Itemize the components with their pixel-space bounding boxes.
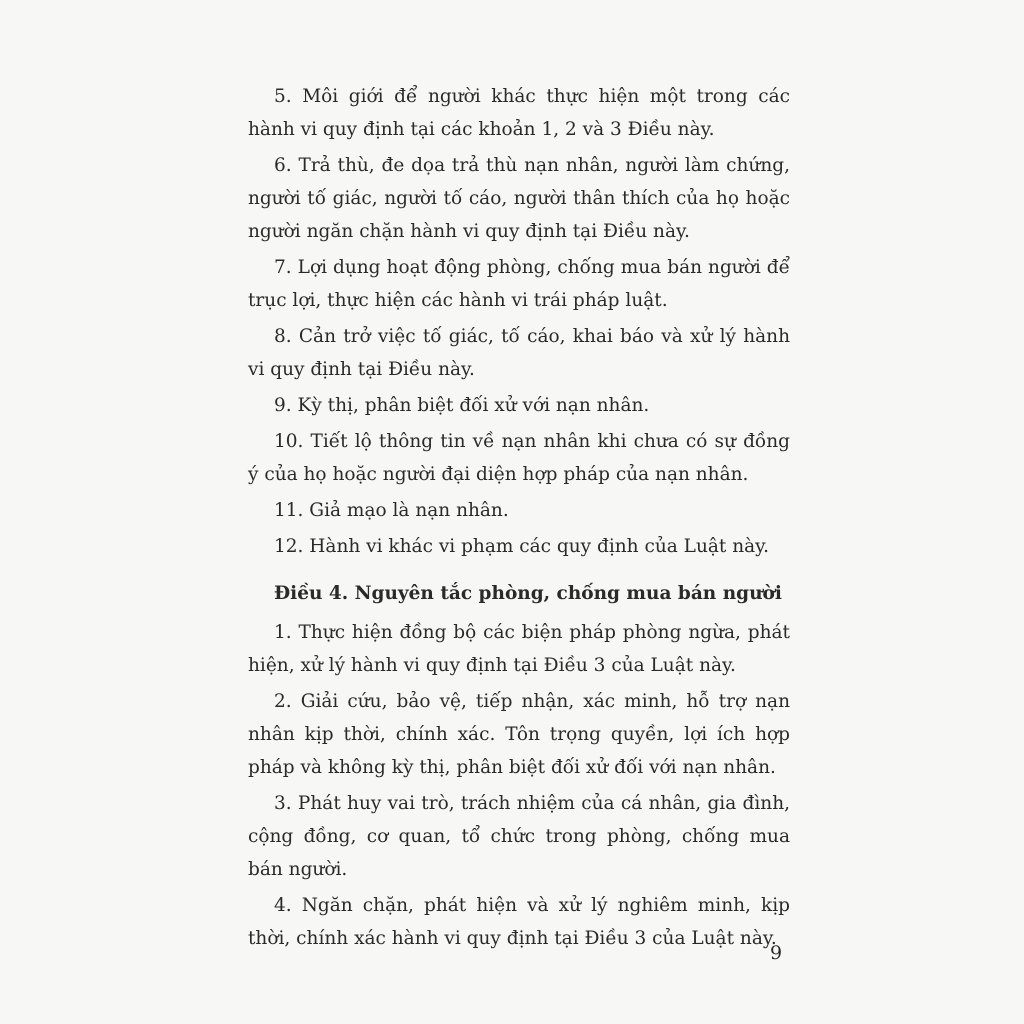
paragraph: 1. Thực hiện đồng bộ các biện pháp phòng ngừa, phát hiện, xử lý hành vi quy định tại Điều 3 của Luật này. (248, 622, 790, 676)
paragraph: 6. Trả thù, đe dọa trả thù nạn nhân, người làm chứng, người tố giác, người tố cáo, người thân thích của họ hoặc người ngăn chặn hành vi quy định tại Điều này. (248, 155, 790, 242)
page-text (248, 80, 790, 958)
article-heading: Điều 4. Nguyên tắc phòng, chống mua bán người (274, 583, 782, 604)
paragraph: 7. Lợi dụng hoạt động phòng, chống mua bán người để trục lợi, thực hiện các hành vi trái pháp luật. (248, 257, 790, 311)
paragraph: 5. Môi giới để người khác thực hiện một trong các hành vi quy định tại các khoản 1, 2 và 3 Điều này. (248, 86, 790, 140)
paragraph: 3. Phát huy vai trò, trách nhiệm của cá nhân, gia đình, cộng đồng, cơ quan, tổ chức trong phòng, chống mua bán người. (248, 793, 790, 880)
page-number: 9 (770, 942, 783, 964)
paragraph: 9. Kỳ thị, phân biệt đối xử với nạn nhân. (274, 395, 650, 416)
paragraph: 11. Giả mạo là nạn nhân. (274, 500, 509, 521)
paragraph: 8. Cản trở việc tố giác, tố cáo, khai báo và xử lý hành vi quy định tại Điều này. (248, 326, 790, 380)
paragraph: 4. Ngăn chặn, phát hiện và xử lý nghiêm minh, kịp thời, chính xác hành vi quy định tại Điều 3 của Luật này. (248, 895, 790, 949)
paragraph: 10. Tiết lộ thông tin về nạn nhân khi chưa có sự đồng ý của họ hoặc người đại diện hợp pháp của nạn nhân. (248, 431, 790, 485)
paragraph: 2. Giải cứu, bảo vệ, tiếp nhận, xác minh, hỗ trợ nạn nhân kịp thời, chính xác. Tôn trọng quyền, lợi ích hợp pháp và không kỳ thị, phân biệt đối xử đối với nạn nhân. (248, 691, 790, 778)
paragraph: 12. Hành vi khác vi phạm các quy định của Luật này. (274, 536, 770, 557)
